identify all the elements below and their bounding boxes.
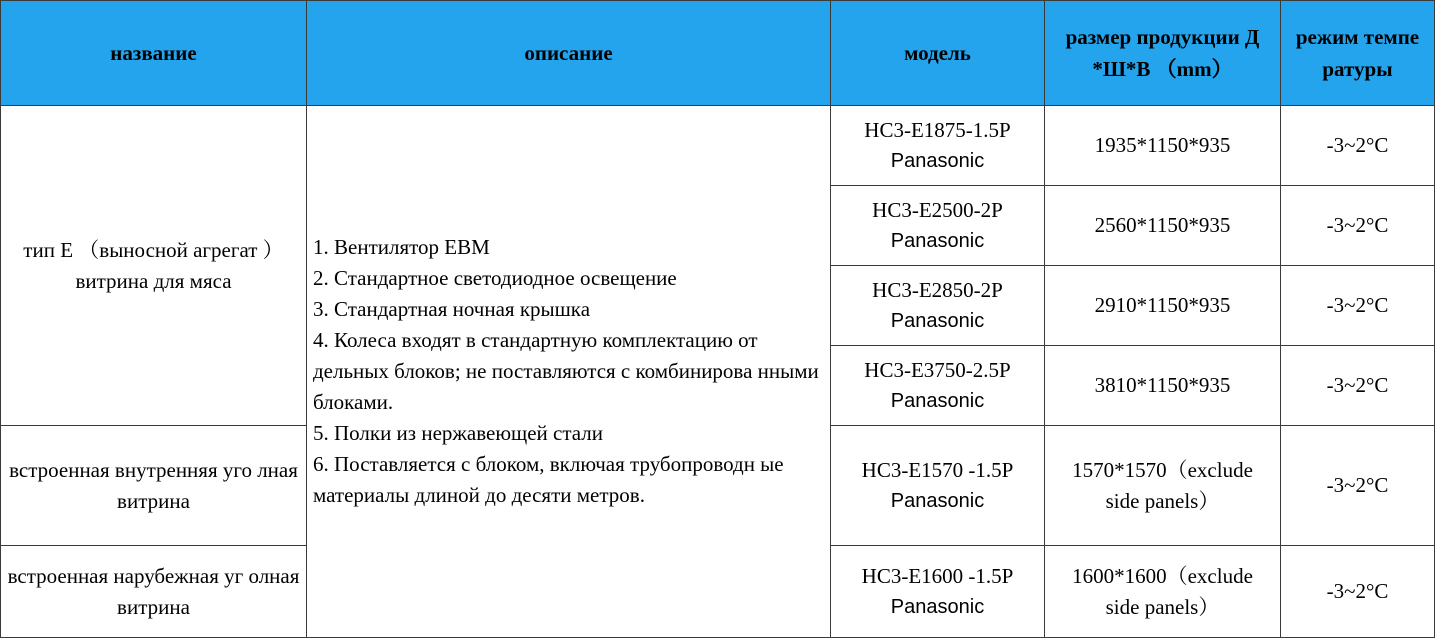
- model-cell: [831, 426, 1045, 546]
- model-brand: Panasonic: [890, 309, 985, 332]
- description-line: 5. Полки из нержавеющей стали: [313, 421, 603, 445]
- model-cell: [831, 186, 1045, 266]
- size-cell: [1045, 346, 1281, 426]
- model-brand: Panasonic: [890, 595, 985, 618]
- description-line: 4. Колеса входят в стандартную комплектацию от дельных блоков; не поставляются с комбинирова нными блоками.: [313, 328, 819, 414]
- description-line: 6. Поставляется с блоком, включая трубопроводн ые материалы длиной до десяти метров.: [313, 452, 784, 507]
- model-brand: Panasonic: [890, 149, 985, 172]
- model-brand: Panasonic: [890, 229, 985, 252]
- product-name-cell: тип E （выносной агрегат ）витрина для мяса: [1, 106, 307, 426]
- size-note: side panels）: [1105, 594, 1220, 619]
- header-model: модель: [831, 1, 1045, 106]
- size-note: side panels）: [1105, 488, 1220, 513]
- size-cell: [1045, 426, 1281, 546]
- temperature-cell: -3~2°C: [1281, 186, 1435, 266]
- model-cell: [831, 106, 1045, 186]
- product-name-cell: встроенная внутренняя уго лная витрина: [1, 426, 307, 546]
- model-cell: [831, 266, 1045, 346]
- size-cell: [1045, 546, 1281, 638]
- temperature-cell: -3~2°C: [1281, 266, 1435, 346]
- temperature-cell: -3~2°C: [1281, 546, 1435, 638]
- description-cell: [307, 106, 831, 638]
- model-code: HC3-E2850-2P: [872, 277, 1003, 302]
- temperature-cell: -3~2°C: [1281, 346, 1435, 426]
- size-value: 1935*1150*935: [1094, 133, 1231, 157]
- size-cell: [1045, 186, 1281, 266]
- temperature-cell: -3~2°C: [1281, 106, 1435, 186]
- model-brand: Panasonic: [890, 389, 985, 412]
- size-value: 1570*1570（exclude: [1072, 457, 1253, 482]
- table-row: [1, 106, 1435, 186]
- temperature-cell: -3~2°C: [1281, 426, 1435, 546]
- header-name: название: [1, 1, 307, 106]
- header-row: [1, 1, 1435, 106]
- model-code: HC3-E1600 -1.5P: [861, 563, 1014, 588]
- description-line: 2. Стандартное светодиодное освещение: [313, 266, 677, 290]
- model-code: HC3-E3750-2.5P: [864, 357, 1011, 382]
- size-cell: [1045, 106, 1281, 186]
- model-cell: [831, 346, 1045, 426]
- header-temperature: режим темпе ратуры: [1281, 1, 1435, 106]
- size-value: 1600*1600（exclude: [1072, 563, 1253, 588]
- size-value: 3810*1150*935: [1094, 373, 1231, 397]
- model-brand: Panasonic: [890, 489, 985, 512]
- model-code: HC3-E2500-2P: [872, 197, 1003, 222]
- model-cell: [831, 546, 1045, 638]
- size-value: 2560*1150*935: [1094, 213, 1231, 237]
- size-cell: [1045, 266, 1281, 346]
- header-description: описание: [307, 1, 831, 106]
- product-name-cell: встроенная нарубежная уг олная витрина: [1, 546, 307, 638]
- size-value: 2910*1150*935: [1094, 293, 1231, 317]
- model-code: HC3-E1570 -1.5P: [861, 457, 1014, 482]
- model-code: HC3-E1875-1.5P: [864, 117, 1011, 142]
- header-size: размер продукции Д *Ш*В （mm）: [1045, 1, 1281, 106]
- description-line: 1. Вентилятор EBM: [313, 235, 490, 259]
- description-line: 3. Стандартная ночная крышка: [313, 297, 591, 321]
